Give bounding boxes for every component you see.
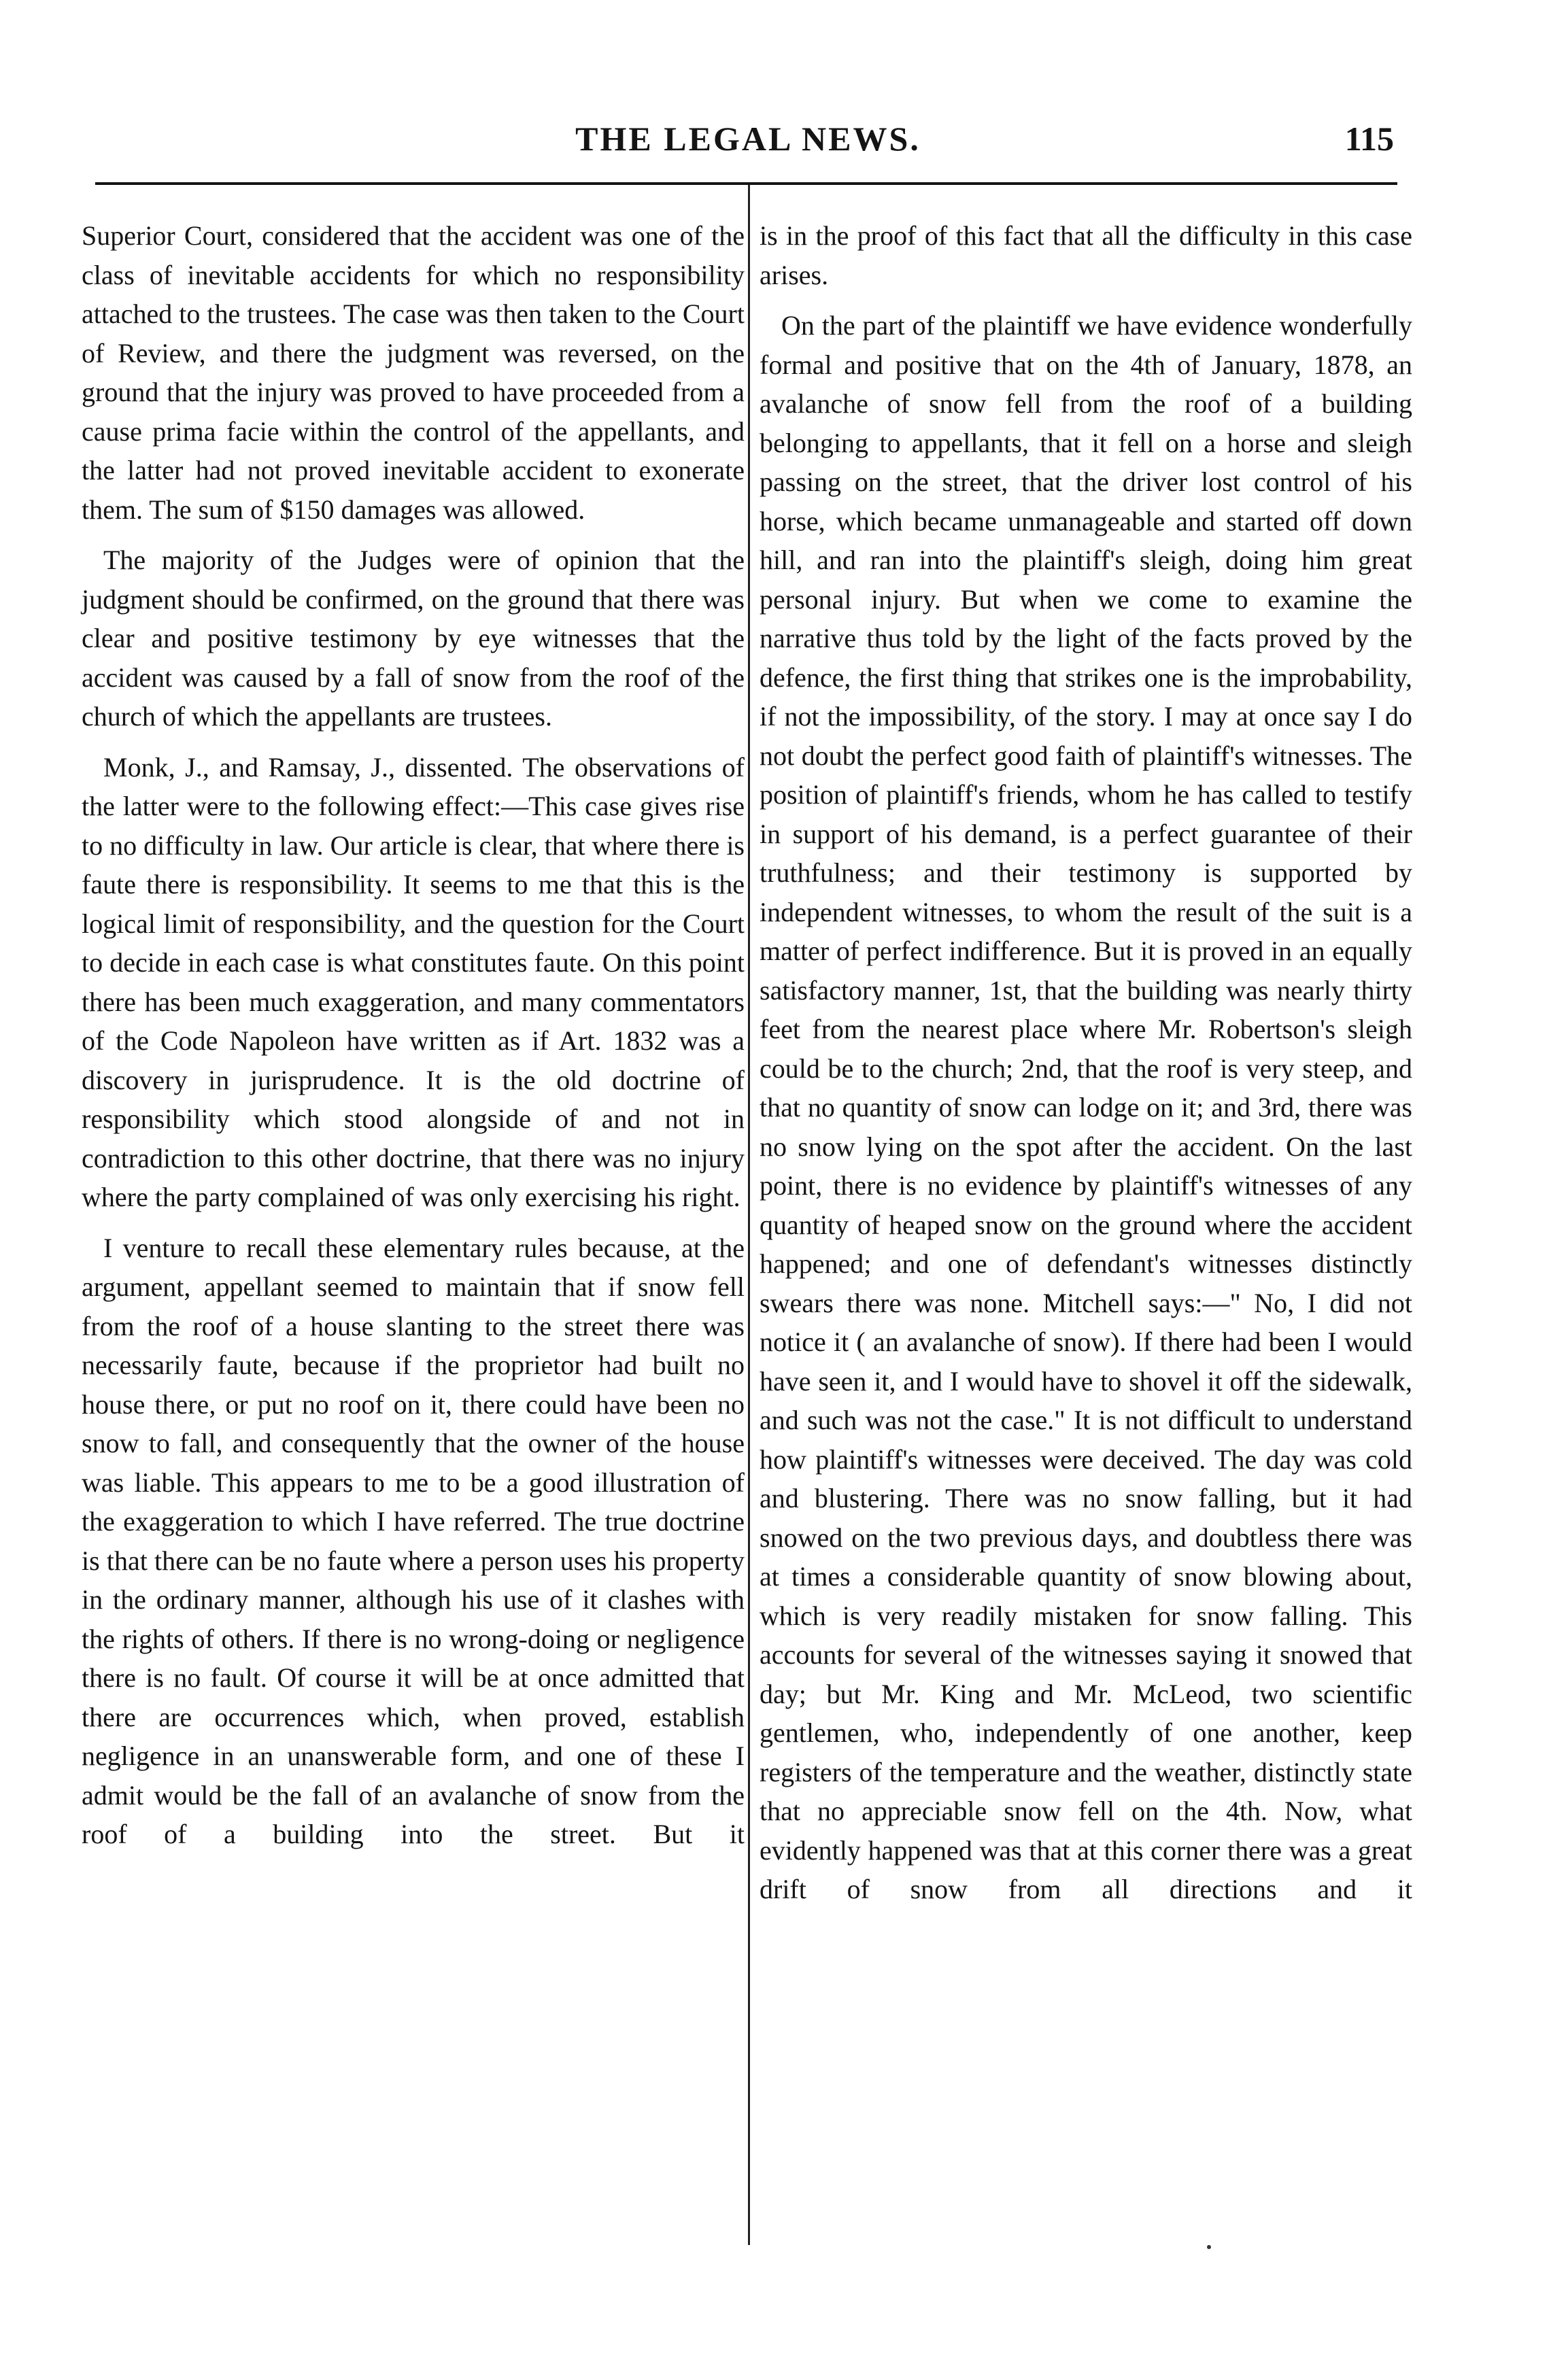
header-rule bbox=[95, 182, 1397, 185]
column-divider bbox=[748, 185, 750, 2245]
paragraph: I venture to recall these elementary rules because, at the argument, appellant seemed to maintain that if snow fell from the roof of a house slanting to the street there was necessarily faute, because if the proprietor had built no house there, or put no roof on it, there could have been no snow to fall, and consequently that the owner of the house was liable. This appears to me to be a good illustration of the exaggeration to which I have referred. The true doctrine is that there can be no faute where a person uses his property in the ordinary manner, although his use of it clashes with the rights of others. If there is no wrong-doing or negligence there is no fault. Of course it will be at once admitted that there are occurrences which, when proved, establish negligence in an unanswerable form, and one of these I admit would be the fall of an avalanche of snow from the roof of a building into the street. But it bbox=[82, 1232, 745, 1849]
page-number: 115 bbox=[1344, 120, 1394, 158]
print-speck bbox=[1207, 2245, 1211, 2249]
paragraph: The majority of the Judges were of opinion that the judgment should be confirmed, on the ground that there was clear and positive testimony by eye witnesses that the accident was caused by a fall of snow from the roof of the church of which the appellants are trustees. bbox=[82, 545, 745, 732]
paragraph: Superior Court, considered that the accident was one of the class of inevitable accidents for which no responsibility attached to the trustees. The case was then taken to the Court of Review, and there the judgment was reversed, on the ground that the injury was proved to have proceeded from a cause prima facie within the control of the appellants, and the latter had not proved inevitable accident to exonerate them. The sum of $150 damages was allowed. bbox=[82, 220, 745, 525]
page-header bbox=[102, 119, 1394, 167]
running-title: THE LEGAL NEWS. bbox=[575, 120, 921, 158]
paragraph: Monk, J., and Ramsay, J., dissented. The observations of the latter were to the following effect:—This case gives rise to no difficulty in law. Our article is clear, that where there is faute there is responsibility. It seems to me that this is the logical limit of responsibility, and the question for the Court to decide in each case is what constitutes faute. On this point there has been much exaggeration, and many commentators of the Code Napoleon have written as if Art. 1832 was a discovery in jurisprudence. It is the old doctrine of responsibility which stood alongside of and not in contradiction to this other doctrine, that there was no injury where the party complained of was only exercising his right. bbox=[82, 751, 745, 1212]
paragraph: On the part of the plaintiff we have evidence wonderfully formal and positive that on the 4th of January, 1878, an avalanche of snow fell from the roof of a building belonging to appellants, that it fell on a horse and sleigh passing on the street, that the driver lost control of his horse, which became unmanageable and started off down hill, and ran into the plaintiff's sleigh, doing him great personal injury. But when we come to examine the narrative thus told by the light of the facts proved by the defence, the first thing that strikes one is the improbability, if not the impossibility, of the story. I may at once say I do not doubt the perfect good faith of plaintiff's witnesses. The position of plaintiff's friends, whom he has called to testify in support of his demand, is a perfect guarantee of their truthfulness; and their testimony is supported by independent witnesses, to whom the result of the suit is a matter of perfect indifference. But it is proved in an equally satisfactory manner, 1st, that the building was nearly thirty feet from the nearest place where Mr. Robertson's sleigh could be to the church; 2nd, that the roof is very steep, and that no quantity of snow can lodge on it; and 3rd, there was no snow lying on the spot after the accident. On the last point, there is no evidence by plaintiff's witnesses of any quantity of heaped snow on the ground where the accident happened; and one of defendant's witnesses distinctly swears there was none. Mitchell says:—" No, I did not notice it ( an avalanche of snow). If there had been I would have seen it, and I would have to shovel it off the sidewalk, and such was not the case." It is not difficult to understand how plaintiff's witnesses were deceived. The day was cold and blustering. There was no snow falling, but it had snowed on the two previous days, and doubtless there was at times a considerable quantity of snow blowing about, which is very readily mistaken for snow falling. This accounts for several of the witnesses saying it snowed that day; but Mr. King and Mr. McLeod, two scientific gentlemen, who, independently of one another, keep registers of the temperature and the weather, distinctly state that no appreciable snow fell on the 4th. Now, what evidently happened was that at this corner there was a great drift of snow from all directions and it bbox=[760, 310, 1412, 1904]
right-column bbox=[760, 216, 1412, 1909]
paragraph: is in the proof of this fact that all the difficulty in this case arises. bbox=[760, 220, 1412, 290]
left-column bbox=[82, 216, 745, 1854]
